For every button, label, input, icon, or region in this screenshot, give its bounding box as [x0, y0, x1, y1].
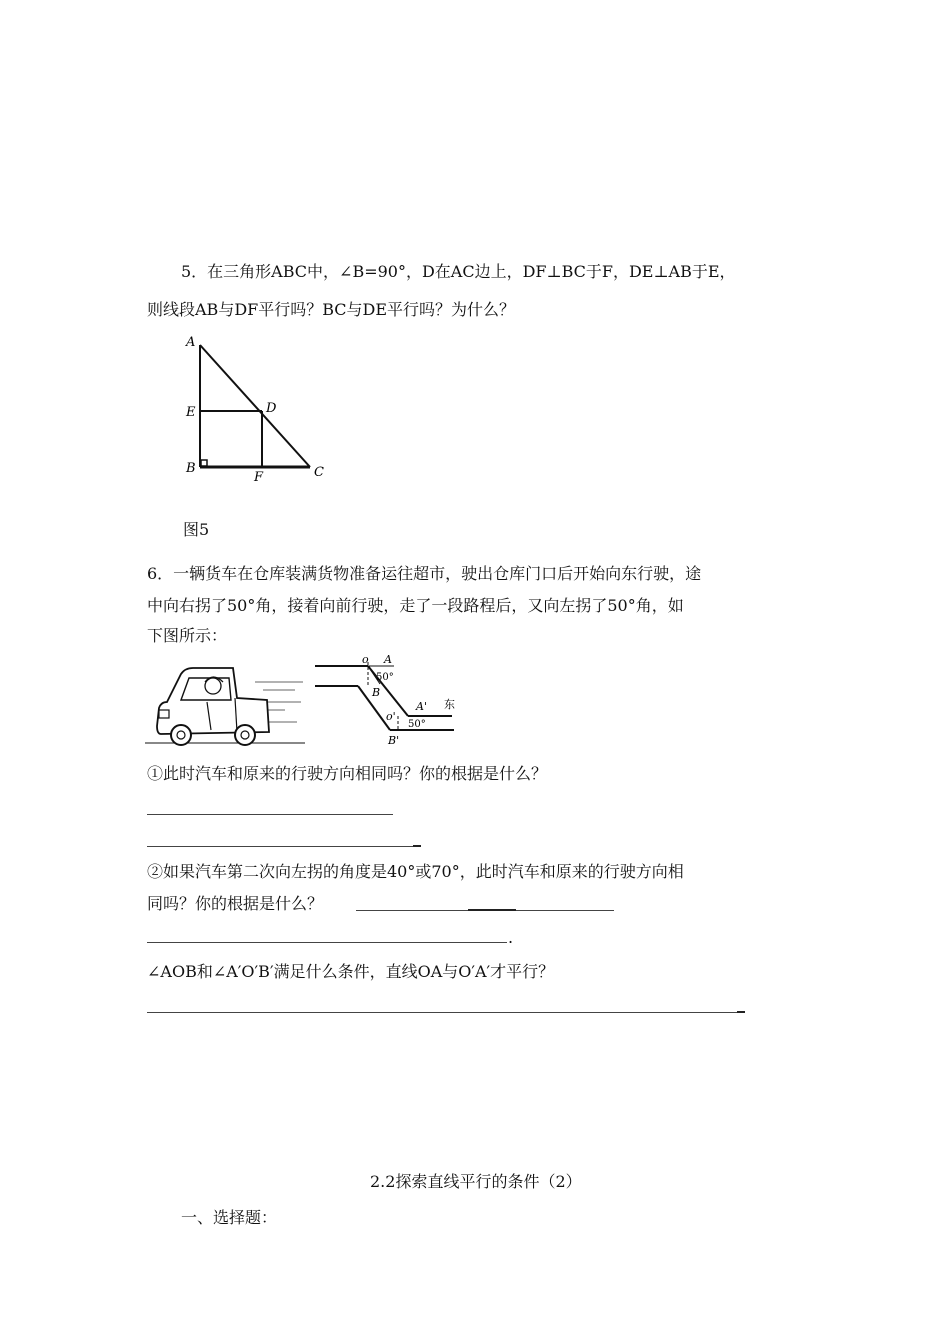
- answer-line-2[interactable]: [147, 846, 413, 847]
- road-label-A: A: [384, 653, 392, 666]
- answer-line-3-mark: [468, 909, 516, 911]
- label-A: A: [186, 335, 196, 350]
- road-label-A-prime: A': [416, 700, 427, 713]
- road-label-east: 东: [444, 698, 455, 711]
- answer-line-5-tail: [737, 1011, 745, 1013]
- answer-line-2-tail: [413, 845, 421, 847]
- section-title: 2.2探索直线平行的条件（2）: [370, 1172, 582, 1191]
- road-label-angle-top: 50°: [376, 672, 394, 683]
- q5-line-1: 5．在三角形ABC中，∠B=90°，D在AC边上，DF⊥BC于F，DE⊥AB于E，: [181, 262, 736, 281]
- label-D: D: [266, 401, 277, 416]
- q6-line-2: 中向右拐了50°角，接着向前行驶，走了一段路程后，又向左拐了50°角，如: [147, 596, 684, 615]
- q6-sub-2-end: .: [508, 928, 514, 947]
- road-label-B: B: [372, 686, 381, 699]
- label-B: B: [186, 461, 196, 476]
- label-F: F: [254, 470, 264, 485]
- q6-line-3: 下图所示：: [147, 626, 228, 645]
- answer-line-1[interactable]: [147, 814, 393, 815]
- label-C: C: [314, 465, 324, 480]
- figure-5-triangle: [180, 330, 340, 490]
- road-label-angle-bottom: 50°: [408, 719, 426, 730]
- road-turn-diagram: [312, 650, 477, 750]
- figure-5-caption: 图5: [183, 520, 210, 539]
- road-label-o-prime: o': [386, 710, 396, 723]
- road-label-B-prime: B': [388, 734, 400, 747]
- q5-line-2: 则线段AB与DF平行吗？BC与DE平行吗？为什么？: [147, 300, 516, 319]
- q6-line-1: 6．一辆货车在仓库装满货物准备运往超市，驶出仓库门口后开始向东行驶，途: [147, 564, 702, 583]
- section-heading: 一、选择题：: [181, 1208, 278, 1227]
- q6-sub-2-line-2: 同吗？你的根据是什么？: [147, 894, 324, 913]
- truck-illustration: [145, 660, 310, 748]
- road-label-o: o: [362, 653, 369, 666]
- q6-sub-1: ①此时汽车和原来的行驶方向相同吗？你的根据是什么？: [147, 764, 548, 783]
- label-E: E: [186, 405, 196, 420]
- q6-sub-2-line-1: ②如果汽车第二次向左拐的角度是40°或70°，此时汽车和原来的行驶方向相: [147, 862, 684, 881]
- q6-sub-3: ∠AOB和∠A′O′B′满足什么条件，直线OA与O′A′才平行？: [147, 962, 555, 981]
- answer-line-5[interactable]: [147, 1012, 737, 1013]
- answer-line-4[interactable]: [147, 942, 507, 943]
